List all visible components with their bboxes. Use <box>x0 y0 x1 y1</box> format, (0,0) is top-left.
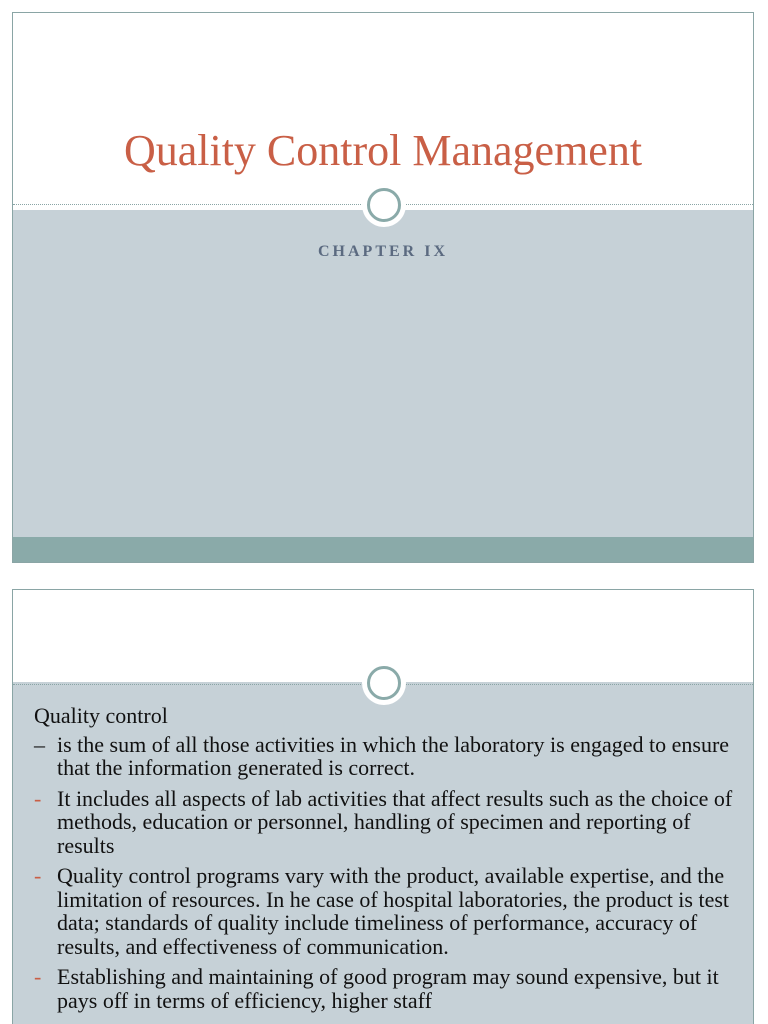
ring-ornament-icon <box>362 183 406 227</box>
title-slide <box>12 12 754 563</box>
slide-body-panel <box>13 210 753 562</box>
slide-content <box>34 704 735 1019</box>
list-item-text: Quality control programs vary with the product, available expertise, and the limitation of resources. In he case of hospital laboratories, the product is test data; standards of quality include timeliness of performance, accuracy of results, and effectiveness of communication. <box>57 863 730 959</box>
footer-band <box>13 537 753 562</box>
bullet-marker: - <box>34 863 42 888</box>
list-item-text: Establishing and maintaining of good program may sound expensive, but it pays off in terms of efficiency, higher staff <box>57 964 719 1013</box>
list-item-text: It includes all aspects of lab activities that affect results such as the choice of methods, education or personnel, handling of specimen and reporting of results <box>57 785 733 858</box>
slide-subtitle: CHAPTER IX <box>317 243 448 260</box>
list-item <box>34 787 735 858</box>
content-heading: Quality control <box>34 703 168 728</box>
bullet-marker: - <box>34 785 42 811</box>
slide-header-area <box>13 13 753 210</box>
ring-ornament-icon <box>362 661 406 705</box>
list-item-text: is the sum of all those activities in which the laboratory is engaged to ensure that the information generated is correct. <box>57 731 730 780</box>
list-item <box>34 864 735 958</box>
slide-title: Quality Control Management <box>123 126 643 175</box>
dash-marker: – <box>34 731 45 757</box>
bullet-marker: - <box>34 964 42 989</box>
list-item <box>34 733 735 780</box>
content-slide <box>12 589 754 1024</box>
list-item <box>34 965 735 1012</box>
